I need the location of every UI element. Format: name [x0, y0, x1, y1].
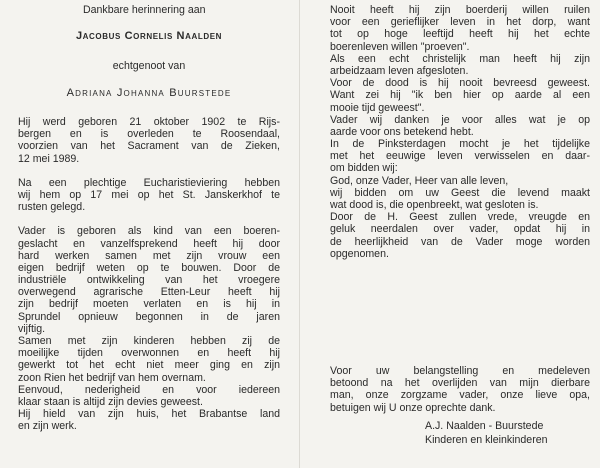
left-text-line: rusten gelegd. — [18, 201, 86, 214]
left-text-line: geslacht en vanzelfsprekend heeft hij door — [18, 237, 280, 250]
left-text-line: Vader is geboren als kind van een boeren- — [18, 225, 280, 238]
right-text-line: om bidden wij: — [330, 162, 398, 175]
left-text-line: 12 mei 1989. — [18, 152, 80, 165]
left-column — [18, 116, 280, 433]
left-text-line: hard werken samen met zijn vrouw een — [18, 249, 280, 262]
right-text-line: met het eeuwige leven verwisselen en daar- — [330, 150, 590, 163]
left-text-line: industriële ontwikkeling van het vroegere — [18, 274, 280, 287]
thanks-text-line: betoond na het overlijden van mijn dierbare — [330, 377, 590, 390]
right-text-line: Als een echt christelijk man heeft hij zijn — [330, 52, 590, 65]
spouse-name — [18, 87, 280, 99]
paragraph-spacer — [18, 165, 280, 177]
thanks-text-line: betuigen wij U onze oprechte dank. — [330, 401, 496, 414]
right-text-line: mooie tijd geweest". — [330, 101, 425, 114]
right-text-line: tot op hoge leeftijd heeft hij het echte — [330, 28, 590, 41]
left-text-line: wij hem op 17 mei op het St. Janskerkhof te — [18, 188, 280, 201]
signature-family: Kinderen en kleinkinderen — [425, 434, 548, 446]
right-text-line: boerenleven willen "proeven". — [330, 40, 470, 53]
left-text-line: Sprundel opnieuw begonnen in de jaren — [18, 310, 280, 323]
left-text-line: en zijn werk. — [18, 420, 77, 433]
right-text-line: aarde voor ons betekend hebt. — [330, 125, 474, 138]
right-text-line: wat dood is, die openbreekt, wat gesloten is. — [330, 199, 539, 211]
signature-name: A.J. Naalden - Buurstede — [425, 420, 544, 432]
left-text-line: Samen met zijn kinderen hebben zij de — [18, 335, 280, 347]
left-text-line: Na een plechtige Eucharistieviering hebben — [18, 176, 280, 189]
left-text-line: zijn bedrijf moeten verlaten en is hij in — [18, 298, 280, 311]
left-text-line: zoon Rien het bedrijf van hem overnam. — [18, 371, 206, 384]
left-text-line: Hij werd geboren 21 oktober 1902 te Rijs- — [18, 116, 280, 128]
left-text-line: moeilijke tijden overwonnen en heeft hij — [18, 347, 280, 360]
left-text-line: Hij hield van zijn huis, het Brabantse land — [18, 408, 280, 421]
paragraph-spacer — [18, 213, 280, 225]
right-text-line: God, onze Vader, Heer van alle leven, — [330, 174, 509, 187]
right-text-line: arbeidzaam leven afgesloten. — [330, 64, 469, 77]
right-text-line: Voor de dood is hij nooit bevreesd geweest. — [330, 77, 590, 90]
left-text-line: voorzien van het Sacrament van de Zieken, — [18, 140, 280, 153]
right-text-line: opgenomen. — [330, 247, 389, 260]
right-text-line: de heerlijkheid van de Vader moge worden — [330, 235, 590, 248]
right-text-line: voor een gerieflijker leven in het dorp, want — [330, 16, 590, 29]
thanks-text-line: man, onze zorgzame vader, onze lieve opa, — [330, 389, 590, 402]
left-text-line: gewerkt tot het echt niet meer ging en zijn — [18, 359, 280, 372]
spouse-name-text: Adriana Johanna Buurstede — [66, 87, 232, 99]
right-text-line: geluk neerdalen over vader, opdat hij in — [330, 223, 590, 236]
left-text-line: klaar staan is altijd zijn devies geweest. — [18, 395, 203, 408]
left-text-line: overwegend agrarische Etten-Leur heeft hij — [18, 286, 280, 299]
spouse-of-label: echtgenoot van — [112, 60, 186, 72]
card-fold-line — [299, 0, 300, 468]
left-text-line: vijftig. — [18, 322, 46, 335]
right-column — [330, 4, 590, 260]
left-text-line: eigen bedrijf weten op te bouwen. Door de — [18, 261, 280, 274]
right-text-line: In de Pinksterdagen mocht je het tijdelijke — [330, 138, 590, 151]
right-text-line: Door de H. Geest zullen vrede, vreugde en — [330, 211, 590, 224]
right-text-line: Nooit heeft hij zijn boerderij willen ruilen — [330, 4, 590, 16]
deceased-name-text: Jacobus Cornelis Naalden — [75, 30, 223, 42]
left-text-line: bergen en is overleden te Roosendaal, — [18, 128, 280, 141]
right-text-line: wij bidden om uw Geest die levend maakt — [330, 186, 590, 199]
left-text-line: Eenvoud, nederigheid en voor iedereen — [18, 383, 280, 396]
deceased-name — [18, 30, 280, 42]
right-text-line: Vader wij danken je voor alles wat je op — [330, 113, 590, 126]
right-text-line: Want zei hij "ik ben hier op aarde al een — [330, 89, 590, 102]
remembrance-heading: Dankbare herinnering aan — [83, 4, 206, 16]
thanks-block — [330, 365, 590, 414]
thanks-text-line: Voor uw belangstelling en medeleven — [330, 365, 590, 377]
